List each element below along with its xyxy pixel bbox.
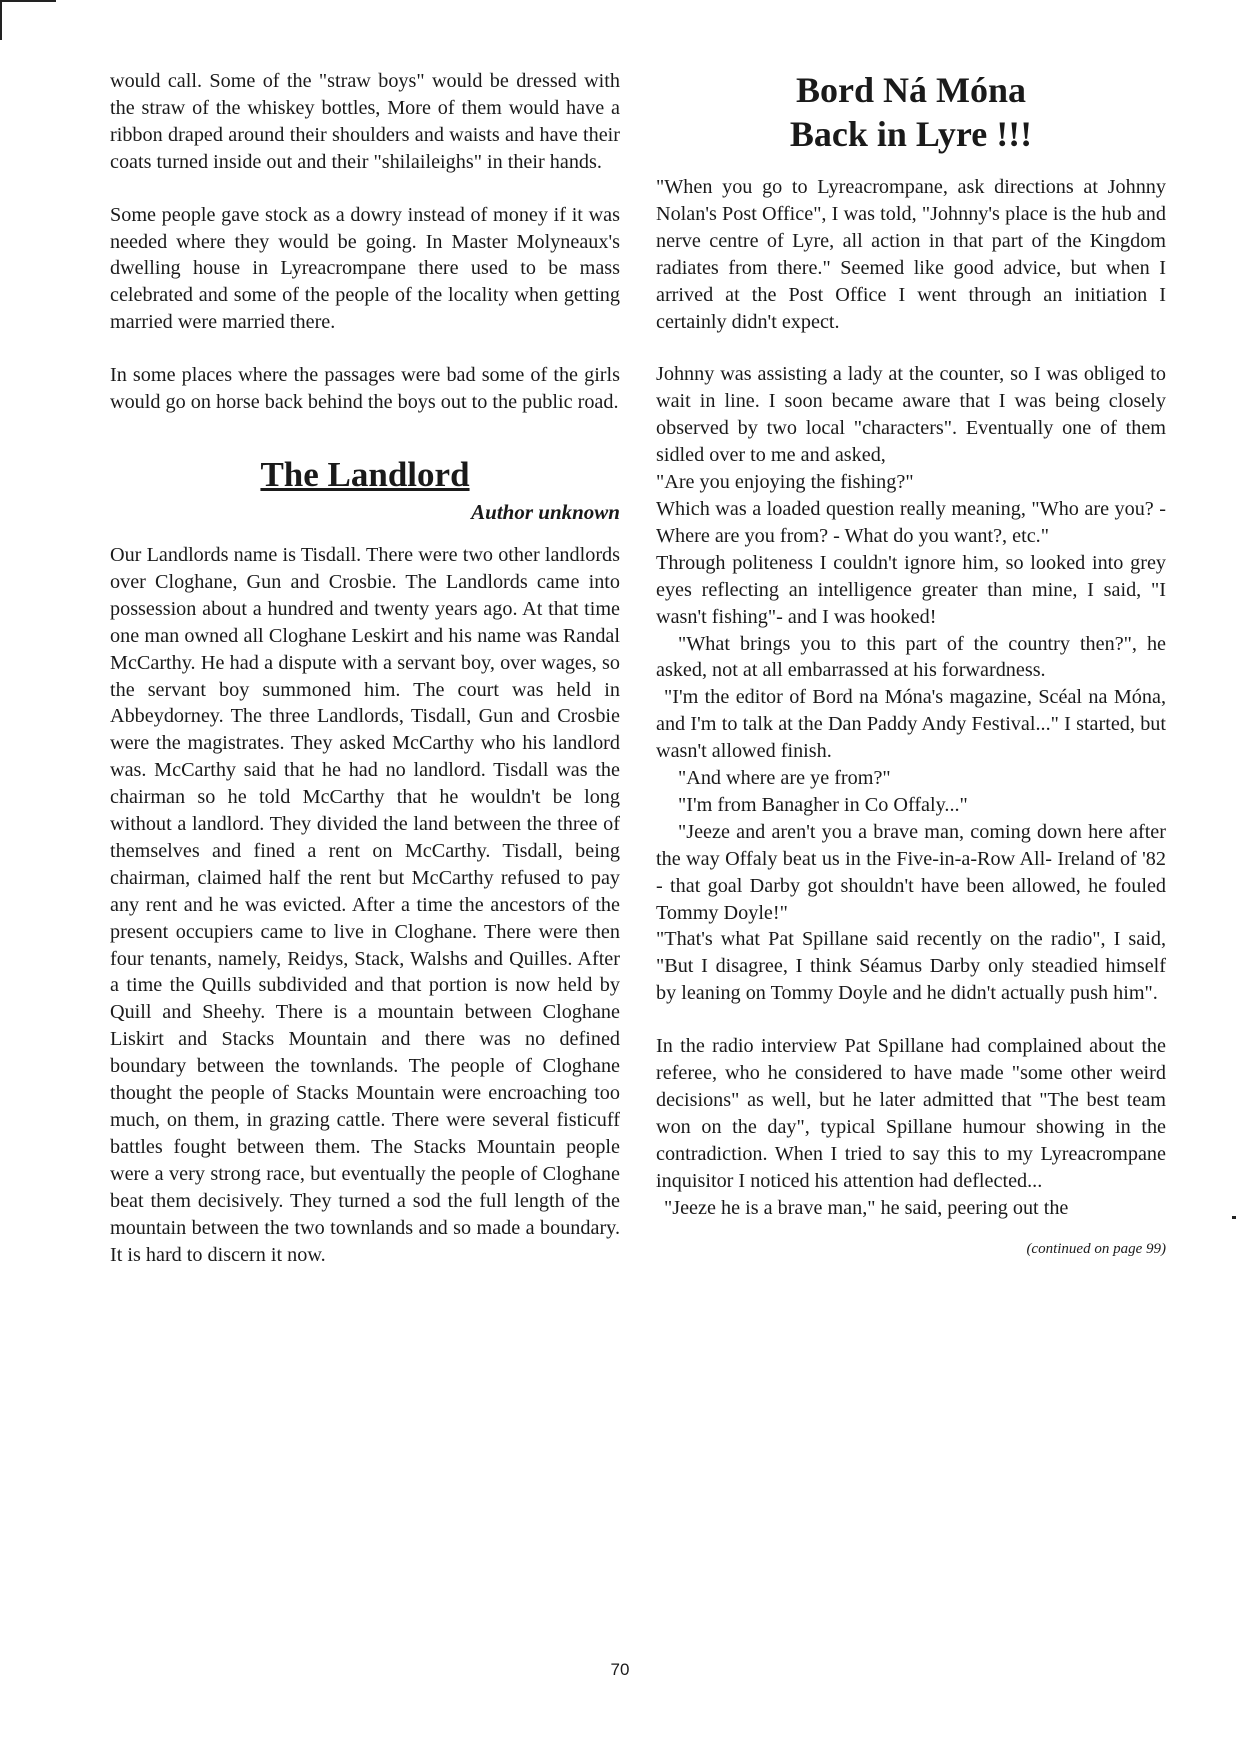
article-headline	[656, 68, 1166, 156]
scan-edge-mark	[0, 0, 56, 2]
paragraph-straw-boys: would call. Some of the "straw boys" would be dressed with the straw of the whiskey bottles, More of them would have a ribbon draped around their shoulders and waists and have their coats turned inside out and their "shilaileighs" in their hands.	[110, 70, 620, 173]
paragraph-waiting: Johnny was assisting a lady at the counter, so I was obliged to wait in line. I soon became aware that I was being closely observed by two local "characters". Eventually one of them sidled over to me and asked,	[656, 363, 1166, 467]
landlord-title: The Landlord	[260, 454, 470, 494]
paragraph-dowry: Some people gave stock as a dowry instead of money if it was needed where they would be going. In Master Molyneaux's dwelling house in Lyreacrompane there used to be mass celebrated and some of the people of the locality when getting married were married there.	[110, 203, 620, 334]
paragraph-where-from: "And where are ye from?"	[678, 767, 891, 790]
paragraph-politeness: Through politeness I couldn't ignore him, so looked into grey eyes reflecting an intelligence greater than mine, I said, "I wasn't fishing"- and I was hooked!	[656, 551, 1166, 628]
scan-speck	[1232, 1216, 1236, 1219]
headline-line-2: Back in Lyre !!!	[789, 114, 1033, 154]
right-column	[656, 68, 1166, 1260]
headline-line-1: Bord Ná Móna	[795, 70, 1026, 110]
paragraph-horse-back: In some places where the passages were bad some of the girls would go on horse back behind the boys out to the public road.	[110, 364, 620, 414]
paragraph-banagher: "I'm from Banagher in Co Offaly..."	[678, 793, 968, 816]
landlord-byline: Author unknown	[471, 499, 620, 524]
paragraph-radio-interview: In the radio interview Pat Spillane had complained about the referee, who he considered to have made "some other weird decisions" as well, but he later admitted that "The best team won on the day", typical Spillane humour showing in the contradiction. When I tried to say this to my Lyreacrompane inquisitor I noticed his attention had deflected...	[656, 1035, 1166, 1192]
continued-note: (continued on page 99)	[1026, 1240, 1166, 1257]
paragraph-spillane: "That's what Pat Spillane said recently on the radio", I said, "But I disagree, I think Séamus Darby only steadied himself by leaning on Tommy Doyle and he didn't actually push him".	[656, 928, 1166, 1005]
landlord-body: Our Landlords name is Tisdall. There were two other landlords over Cloghane, Gun and Crosbie. The Landlords came into possession about a hundred and twenty years ago. At that time one man owned all Cloghane Leskirt and his name was Randal McCarthy. He had a dispute with a servant boy, over wages, so the servant boy summoned him. The court was held in Abbeydorney. The three Landlords, Tisdall, Gun and Crosbie were the magistrates. They asked McCarthy who his landlord was. McCarthy said that he had no landlord. Tisdall was the chairman so he told McCarthy that he wouldn't be long without a landlord. They divided the land between the three of themselves and fined a rent on McCarthy. Tisdall, being chairman, claimed half the rent but McCarthy refused to pay any rent and he was evicted. After a time the ancestors of the present occupiers came to live in Cloghane. There were then four tenants, namely, Reidys, Stack, Walshs and Quilles. After a time the Quills subdivided and that portion is now held by Quill and Sheehy. There is a mountain between Cloghane Liskirt and Stacks Mountain and there was no defined boundary between the townlands. The people of Cloghane thought the people of Stacks Mountain were encroaching too much, on them, in grazing cattle. There were several fisticuff battles fought between them. The Stacks Mountain people were a very strong race, but eventually the people of Cloghane beat them decisively. They turned a sod the full length of the mountain between the two townlands and so made a boundary. It is hard to discern it now.	[110, 543, 620, 1266]
paragraph-post-office: "When you go to Lyreacrompane, ask directions at Johnny Nolan's Post Office", I was told, "Johnny's place is the hub and nerve centre of Lyre, all action in that part of the Kingdom radiates from there." Seemed like good advice, but when I arrived at the Post Office I went through an initiation I certainly didn't expect.	[656, 176, 1166, 333]
paragraph-brave-man: "Jeeze and aren't you a brave man, coming down here after the way Offaly beat us in the Five-in-a-Row All- Ireland of '82 - that goal Darby got shouldn't have been allowed, he fouled Tommy Doyle!"	[656, 820, 1166, 924]
paragraph-loaded-question: Which was a loaded question really meaning, "Who are you? - Where are you from? - What do you want?, etc."	[656, 497, 1166, 547]
page-number: 70	[610, 1660, 630, 1679]
paragraph-fishing-question: "Are you enjoying the fishing?"	[656, 471, 914, 494]
paragraph-what-brings: "What brings you to this part of the country then?", he asked, not at all embarrassed at his forwardness.	[656, 632, 1166, 682]
scan-edge-mark	[0, 0, 2, 40]
left-column	[110, 68, 620, 1268]
paragraph-editor: "I'm the editor of Bord na Móna's magazine, Scéal na Móna, and I'm to talk at the Dan Paddy Andy Festival..." I started, but wasn't allowed finish.	[656, 686, 1166, 763]
paragraph-peering: "Jeeze he is a brave man," he said, peering out the	[664, 1196, 1069, 1219]
